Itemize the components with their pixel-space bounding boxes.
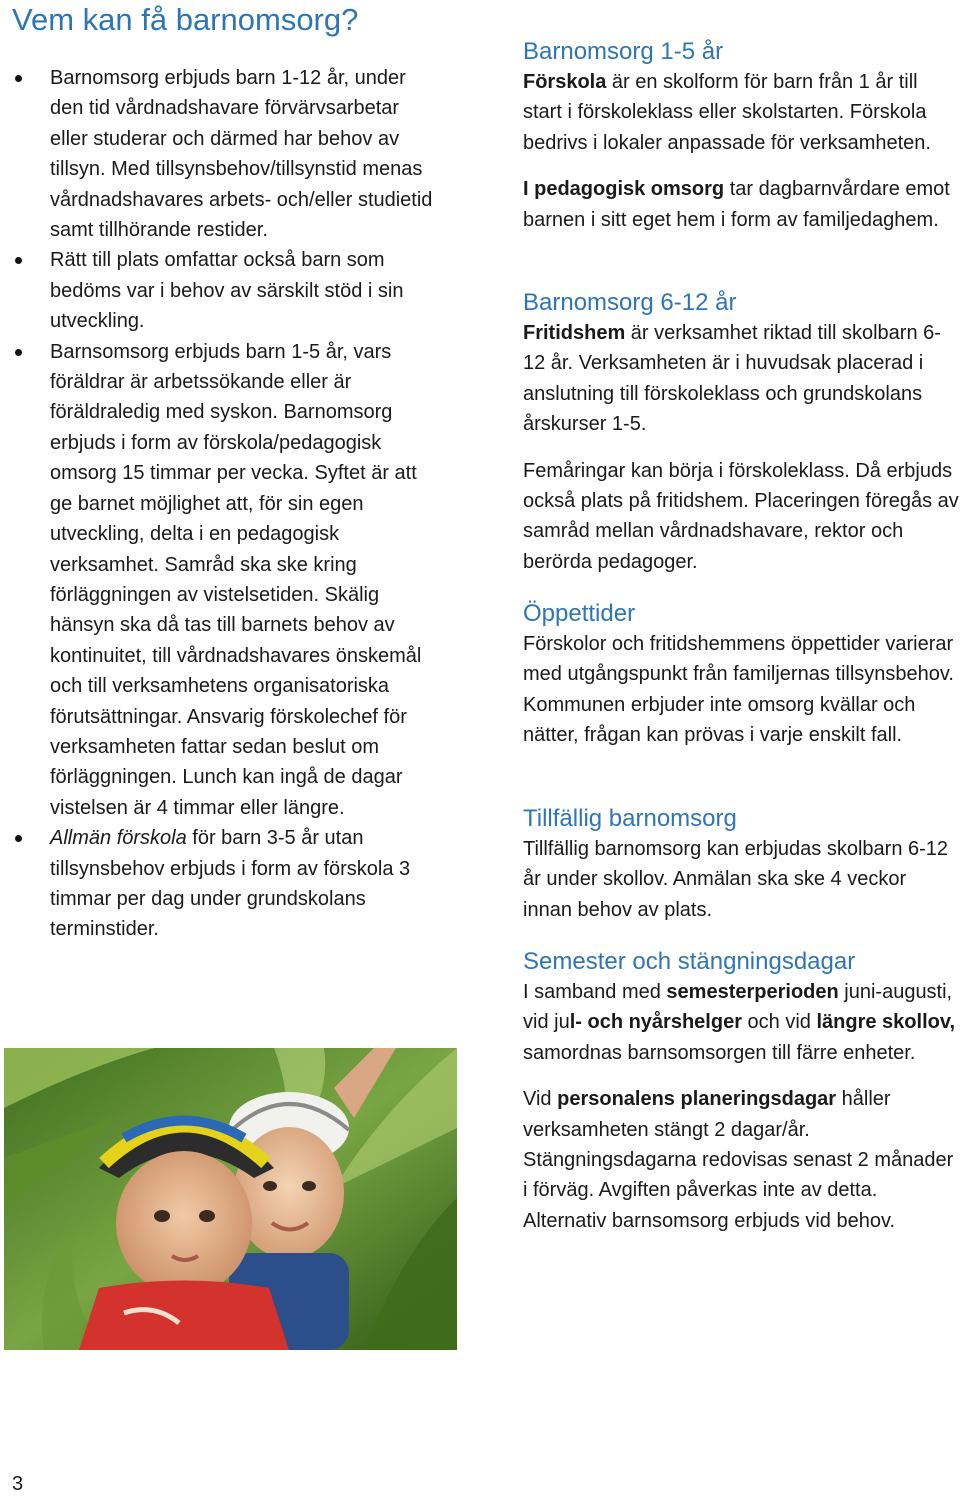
- bold-term: längre skollov,: [816, 1011, 956, 1034]
- bullet-icon: [15, 75, 22, 82]
- bold-term: semesterperioden: [666, 981, 839, 1003]
- list-item-text: Rätt till plats omfattar också barn som bedöms var i behov av särskilt stöd i sin utveckling.: [50, 249, 404, 333]
- paragraph-text: tar dagbarnvårdare emot barnen i sitt eget hem i form av familjedaghem.: [523, 178, 950, 231]
- bullet-icon: [15, 349, 22, 356]
- bold-term: l- och nyårshelger: [569, 1011, 742, 1034]
- bold-term: Fritidshem: [523, 322, 626, 344]
- paragraph-text: är en skolform för barn från 1 år till start i förskoleklass eller skolstarten. Förskola bedrivs i lokaler anpassade för verksamheten.: [523, 71, 931, 154]
- paragraph-text: I samband med: [523, 981, 667, 1003]
- paragraph-text: håller verksamheten stängt 2 dagar/år. Stängningsdagarna redovisas senast 2 månader i förväg. Avgiften påverkas inte av detta. Alternativ barnsomsorg erbjuds vid behov.: [523, 1088, 954, 1232]
- section-heading: Semester och stängningsdagar: [523, 948, 856, 975]
- paragraph-text: juni-augusti, vid ju: [523, 981, 953, 1034]
- section-heading: Öppettider: [523, 600, 636, 627]
- list-item: [0, 245, 440, 336]
- section-childcare-6-12: [523, 288, 960, 577]
- page-number: 3: [12, 1473, 24, 1495]
- list-item-italic: Allmän förskola: [50, 827, 187, 850]
- bold-term: personalens planeringsdagar: [557, 1088, 837, 1111]
- paragraph: Tillfällig barnomsorg kan erbjudas skolbarn 6-12 år under skollov. Anmälan ska ske 4 veckor innan behov av plats.: [523, 838, 949, 921]
- list-item-text: för barn 3-5 år utan tillsynsbehov erbjuds i form av förskola 3 timmar per dag under grundskolans terminstider.: [50, 827, 411, 941]
- section-childcare-1-5: [523, 37, 960, 235]
- eligibility-list: [0, 63, 440, 945]
- paragraph-text: och vid: [741, 1011, 817, 1034]
- paragraph: [523, 318, 960, 440]
- paragraph: [523, 67, 960, 158]
- paragraph-text: samordnas barnsomsorgen till färre enheter.: [523, 1041, 916, 1064]
- paragraph-text: Vid: [523, 1088, 558, 1111]
- paragraph: Femåringar kan börja i förskoleklass. Då erbjuds också plats på fritidshem. Placeringen föregås av samråd mellan vårdnadshavare, rektor och berörda pedagoger.: [523, 459, 959, 573]
- section-vacation-closing-days: [523, 947, 960, 1236]
- section-temporary-childcare: [523, 804, 960, 925]
- list-item-text: Barnsomsorg erbjuds barn 1-5 år, vars föräldrar är arbetssökande eller är föräldraledig med syskon. Barnomsorg erbjuds i form av förskola/pedagogisk omsorg 15 timmar per vecka. Syftet är att ge barnet möjlighet att, för sin egen utveckling, delta i en pedagogisk verksamhet. Samråd ska ske kring förläggningen av vistelsetiden. Skälig hänsyn ska då tas till barnets behov av kontinuitet, till vårdnadshavares önskemål och till verksamhetens organisatoriska förutsättningar. Ansvarig förskolechef för verksamheten fattar sedan beslut om förläggningen. Lunch kan ingå de dagar vistelsen är 4 timmar eller längre.: [50, 340, 422, 819]
- list-item: [0, 63, 440, 245]
- list-item-text: Barnomsorg erbjuds barn 1-12 år, under den tid vårdnadshavare förvärvsarbetar eller studerar och därmed har behov av tillsyn. Med tillsynsbehov/tillsynstid menas vårdnadshavares arbets- och/eller studietid samt tillhörande restider.: [50, 67, 433, 242]
- bullet-icon: [15, 257, 22, 264]
- section-opening-hours: [523, 599, 960, 751]
- section-heading: Barnomsorg 1-5 år: [523, 38, 724, 65]
- paragraph: [523, 977, 960, 1068]
- list-item: [0, 823, 440, 945]
- paragraph: [523, 1084, 960, 1236]
- paragraph: Förskolor och fritidshemmens öppettider varierar med utgångspunkt från familjernas tillsynsbehov. Kommunen erbjuder inte omsorg kvällar och nätter, frågan kan prövas i varje enskilt fall.: [523, 633, 954, 747]
- list-item: [0, 337, 440, 824]
- section-heading: Barnomsorg 6-12 år: [523, 289, 737, 316]
- page-title: Vem kan få barnomsorg?: [12, 2, 359, 37]
- section-heading: Tillfällig barnomsorg: [523, 805, 737, 832]
- children-in-cornfield-image: [4, 1048, 457, 1350]
- paragraph: [523, 174, 960, 235]
- bold-term: Förskola: [523, 71, 607, 93]
- paragraph-text: är verksamhet riktad till skolbarn 6-12 år. Verksamheten är i huvudsak placerad i anslutning till förskoleklass och grundskolans årskurser 1-5.: [523, 322, 941, 436]
- bullet-icon: [15, 835, 22, 842]
- children-photo: [4, 1048, 457, 1350]
- bold-term: I pedagogisk omsorg: [523, 178, 725, 201]
